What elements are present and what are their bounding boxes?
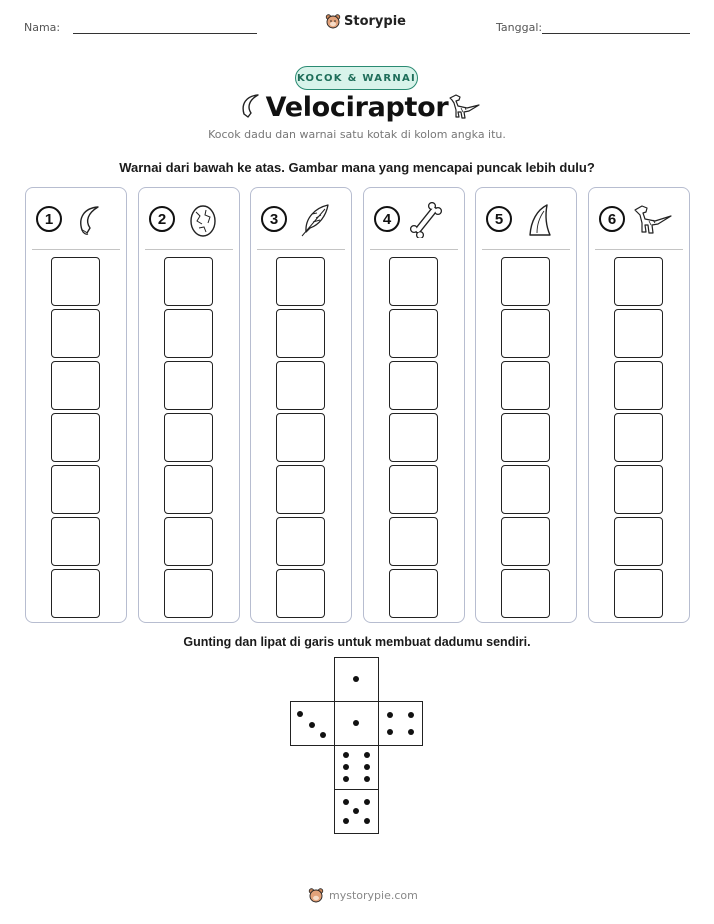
dice-pip — [320, 732, 326, 738]
claw-icon — [70, 202, 110, 238]
column-2 — [138, 187, 240, 623]
column-header — [26, 202, 126, 238]
bear-mascot-icon — [308, 887, 324, 903]
color-box[interactable] — [51, 517, 100, 566]
date-label: Tanggal: — [496, 21, 543, 34]
name-line[interactable] — [73, 33, 257, 34]
color-box[interactable] — [164, 361, 213, 410]
color-box[interactable] — [276, 413, 325, 462]
dice-pip — [353, 676, 359, 682]
column-header — [139, 202, 239, 238]
bone-icon — [408, 202, 448, 238]
color-box[interactable] — [164, 413, 213, 462]
color-box[interactable] — [614, 361, 663, 410]
color-box[interactable] — [164, 257, 213, 306]
dice-face-1 — [334, 701, 379, 746]
column-divider — [370, 249, 458, 250]
color-box[interactable] — [501, 361, 550, 410]
color-box[interactable] — [614, 257, 663, 306]
dice-pip — [353, 720, 359, 726]
color-box[interactable] — [501, 569, 550, 618]
color-box[interactable] — [276, 517, 325, 566]
column-header — [589, 202, 689, 238]
color-box[interactable] — [389, 413, 438, 462]
column-divider — [32, 249, 120, 250]
color-box[interactable] — [51, 413, 100, 462]
color-box[interactable] — [164, 569, 213, 618]
color-box[interactable] — [389, 465, 438, 514]
column-divider — [145, 249, 233, 250]
feather-icon — [295, 202, 335, 238]
dice-pip — [353, 808, 359, 814]
color-box[interactable] — [276, 257, 325, 306]
dice-pip — [364, 799, 370, 805]
column-6 — [588, 187, 690, 623]
dice-pip — [408, 712, 414, 718]
color-box[interactable] — [276, 569, 325, 618]
dice-pip — [297, 711, 303, 717]
color-box[interactable] — [389, 517, 438, 566]
color-box[interactable] — [614, 413, 663, 462]
dice-face-5 — [334, 789, 379, 834]
color-box[interactable] — [501, 517, 550, 566]
color-box[interactable] — [51, 465, 100, 514]
column-header — [251, 202, 351, 238]
column-divider — [595, 249, 683, 250]
egg-icon — [183, 202, 223, 238]
tooth-icon — [520, 202, 560, 238]
color-box[interactable] — [501, 309, 550, 358]
color-box[interactable] — [164, 309, 213, 358]
color-box[interactable] — [51, 309, 100, 358]
color-box[interactable] — [51, 569, 100, 618]
column-number: 5 — [486, 206, 512, 232]
page-title: Velociraptor — [265, 92, 449, 123]
velociraptor-icon — [447, 91, 481, 121]
dice-pip — [343, 776, 349, 782]
column-header — [476, 202, 576, 238]
dice-pip — [364, 752, 370, 758]
color-box[interactable] — [164, 465, 213, 514]
footer — [308, 887, 418, 903]
color-box[interactable] — [389, 569, 438, 618]
column-1 — [25, 187, 127, 623]
color-box[interactable] — [276, 361, 325, 410]
dice-pip — [364, 764, 370, 770]
dice-face-3 — [290, 701, 335, 746]
column-number: 6 — [599, 206, 625, 232]
column-number: 2 — [149, 206, 175, 232]
column-3 — [250, 187, 352, 623]
color-box[interactable] — [614, 465, 663, 514]
dice-pip — [309, 722, 315, 728]
date-line[interactable] — [542, 33, 690, 34]
brand-name: Storypie — [344, 13, 406, 29]
column-number: 4 — [374, 206, 400, 232]
column-header — [364, 202, 464, 238]
activity-badge: KOCOK & WARNAI — [295, 66, 418, 90]
color-box[interactable] — [276, 309, 325, 358]
dice-face-6 — [334, 745, 379, 790]
dice-pip — [408, 729, 414, 735]
dice-pip — [364, 776, 370, 782]
color-box[interactable] — [501, 465, 550, 514]
footer-url: mystorypie.com — [329, 888, 418, 902]
subtitle: Kocok dadu dan warnai satu kotak di kolom angka itu. — [208, 128, 506, 141]
column-divider — [257, 249, 345, 250]
dice-pip — [387, 712, 393, 718]
velociraptor-icon — [633, 202, 673, 238]
dice-pip — [343, 818, 349, 824]
color-box[interactable] — [501, 413, 550, 462]
dice-pip — [387, 729, 393, 735]
color-box[interactable] — [614, 517, 663, 566]
name-label: Nama: — [24, 21, 61, 34]
column-divider — [482, 249, 570, 250]
color-box[interactable] — [389, 309, 438, 358]
color-box[interactable] — [614, 309, 663, 358]
column-number: 1 — [36, 206, 62, 232]
color-box[interactable] — [51, 361, 100, 410]
brand-logo — [325, 13, 406, 29]
dice-pip — [343, 799, 349, 805]
cut-instruction: Gunting dan lipat di garis untuk membuat dadumu sendiri. — [183, 635, 531, 649]
color-box[interactable] — [389, 361, 438, 410]
color-box[interactable] — [501, 257, 550, 306]
color-box[interactable] — [389, 257, 438, 306]
column-5 — [475, 187, 577, 623]
dice-face-1 — [334, 657, 379, 702]
bear-mascot-icon — [325, 13, 341, 29]
color-box[interactable] — [276, 465, 325, 514]
color-box[interactable] — [614, 569, 663, 618]
dice-pip — [343, 764, 349, 770]
color-box[interactable] — [164, 517, 213, 566]
dice-face-4 — [378, 701, 423, 746]
column-4 — [363, 187, 465, 623]
color-box[interactable] — [51, 257, 100, 306]
instruction: Warnai dari bawah ke atas. Gambar mana yang mencapai puncak lebih dulu? — [119, 160, 595, 175]
dice-pip — [364, 818, 370, 824]
dice-pip — [343, 752, 349, 758]
column-number: 3 — [261, 206, 287, 232]
